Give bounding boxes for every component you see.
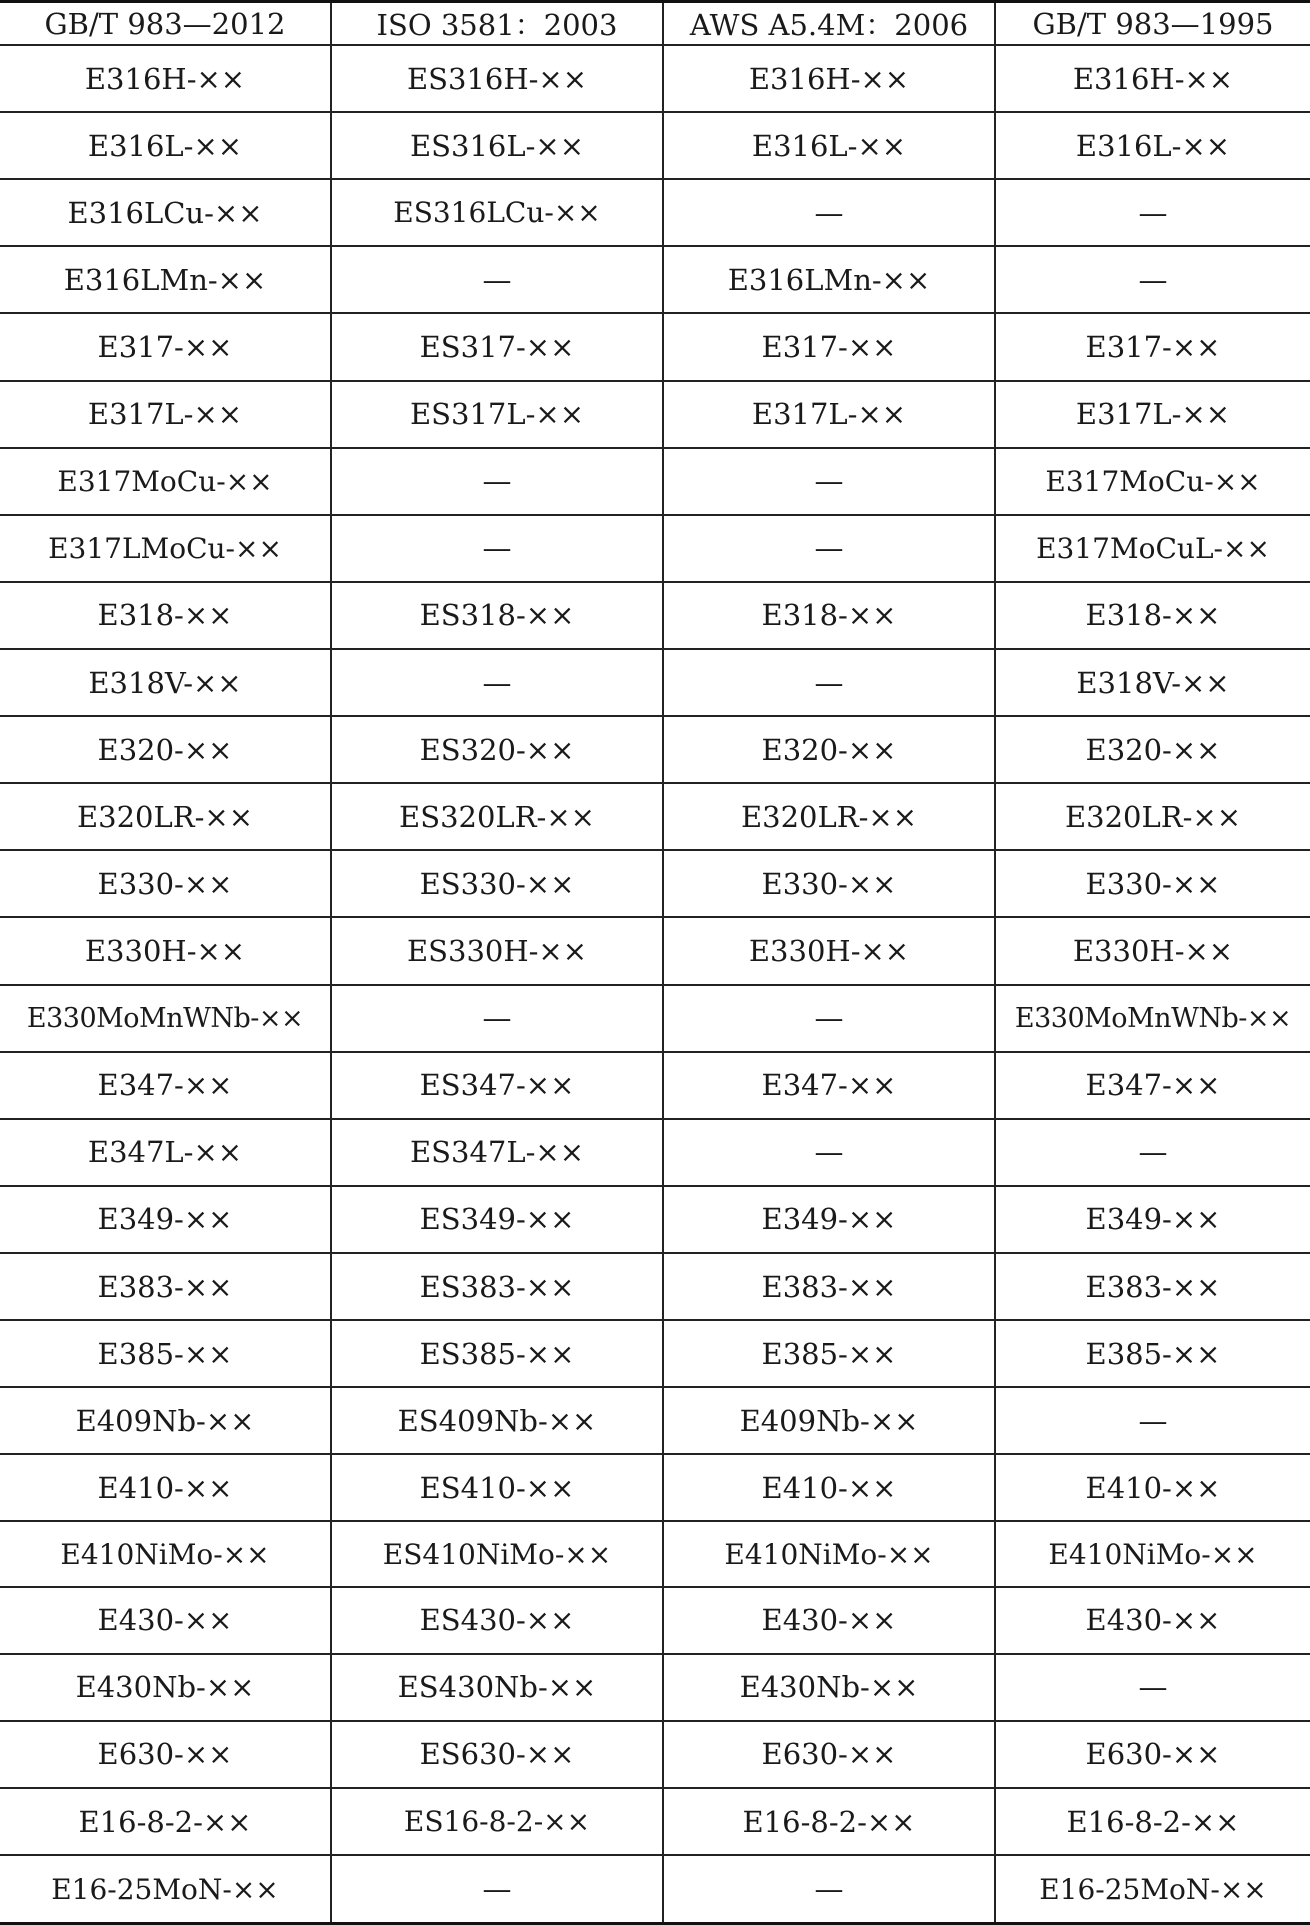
aws-a5-4m-cell: — [663,448,995,515]
iso-3581-cell: ES320LR-×× [331,783,663,850]
header-gb-2012: GB/T 983—2012 [0,2,331,46]
table-row [0,582,1310,649]
gb-2012-cell: E16-25MoN-×× [0,1855,331,1923]
iso-3581-cell: ES410NiMo-×× [331,1521,663,1586]
table-row [0,1387,1310,1454]
gb-1995-cell: E318V-×× [995,649,1310,716]
aws-a5-4m-cell: — [663,179,995,246]
aws-a5-4m-cell: E347-×× [663,1052,995,1119]
iso-3581-cell: ES385-×× [331,1320,663,1387]
table-row [0,1721,1310,1788]
iso-3581-cell: ES409Nb-×× [331,1387,663,1454]
table-row [0,1587,1310,1654]
table-body [0,45,1310,1924]
aws-a5-4m-cell: — [663,1855,995,1923]
aws-a5-4m-cell: E16-8-2-×× [663,1788,995,1855]
gb-2012-cell: E318-×× [0,582,331,649]
aws-a5-4m-cell: E383-×× [663,1253,995,1320]
table-row [0,917,1310,984]
iso-3581-cell: ES318-×× [331,582,663,649]
aws-a5-4m-cell: E410NiMo-×× [663,1521,995,1586]
gb-1995-cell: E430-×× [995,1587,1310,1654]
table-row [0,1119,1310,1186]
gb-2012-cell: E316H-×× [0,45,331,112]
table-row [0,515,1310,582]
iso-3581-cell: — [331,649,663,716]
table-row [0,45,1310,112]
aws-a5-4m-cell: — [663,985,995,1052]
gb-1995-cell: E383-×× [995,1253,1310,1320]
aws-a5-4m-cell: E320-×× [663,716,995,783]
gb-1995-cell: E385-×× [995,1320,1310,1387]
aws-a5-4m-cell: E630-×× [663,1721,995,1788]
gb-2012-cell: E320-×× [0,716,331,783]
iso-3581-cell: ES383-×× [331,1253,663,1320]
gb-2012-cell: E410-×× [0,1454,331,1521]
table-row [0,1521,1310,1586]
gb-1995-cell: E330MoMnWNb-×× [995,985,1310,1052]
table-row [0,1654,1310,1721]
aws-a5-4m-cell: E330-×× [663,850,995,917]
gb-2012-cell: E430-×× [0,1587,331,1654]
gb-2012-cell: E409Nb-×× [0,1387,331,1454]
gb-1995-cell: E330-×× [995,850,1310,917]
aws-a5-4m-cell: E316LMn-×× [663,246,995,313]
gb-1995-cell: E317MoCu-×× [995,448,1310,515]
table-row [0,1186,1310,1253]
iso-3581-cell: ES316LCu-×× [331,179,663,246]
iso-3581-cell: — [331,515,663,582]
gb-2012-cell: E316LMn-×× [0,246,331,313]
aws-a5-4m-cell: E430-×× [663,1587,995,1654]
gb-2012-cell: E330-×× [0,850,331,917]
table-row [0,716,1310,783]
iso-3581-cell: — [331,985,663,1052]
aws-a5-4m-cell: E317-×× [663,313,995,380]
iso-3581-cell: ES347-×× [331,1052,663,1119]
gb-2012-cell: E317MoCu-×× [0,448,331,515]
aws-a5-4m-cell: — [663,1119,995,1186]
table-row [0,1253,1310,1320]
iso-3581-cell: ES330-×× [331,850,663,917]
aws-a5-4m-cell: E318-×× [663,582,995,649]
gb-2012-cell: E330MoMnWNb-×× [0,985,331,1052]
gb-2012-cell: E316L-×× [0,112,331,179]
header-gb-1995: GB/T 983—1995 [995,2,1310,46]
gb-2012-cell: E317-×× [0,313,331,380]
gb-1995-cell: E317MoCuL-×× [995,515,1310,582]
gb-2012-cell: E330H-×× [0,917,331,984]
iso-3581-cell: ES320-×× [331,716,663,783]
iso-3581-cell: ES349-×× [331,1186,663,1253]
iso-3581-cell: ES316H-×× [331,45,663,112]
gb-1995-cell: — [995,1654,1310,1721]
gb-2012-cell: E316LCu-×× [0,179,331,246]
table-row [0,112,1310,179]
gb-2012-cell: E349-×× [0,1186,331,1253]
table-row [0,179,1310,246]
header-iso-3581: ISO 3581：2003 [331,2,663,46]
gb-1995-cell: E330H-×× [995,917,1310,984]
iso-3581-cell: ES430Nb-×× [331,1654,663,1721]
iso-3581-cell: — [331,448,663,515]
gb-2012-cell: E385-×× [0,1320,331,1387]
table-row [0,448,1310,515]
aws-a5-4m-cell: E385-×× [663,1320,995,1387]
iso-3581-cell: ES317-×× [331,313,663,380]
aws-a5-4m-cell: E330H-×× [663,917,995,984]
gb-1995-cell: E630-×× [995,1721,1310,1788]
iso-3581-cell: ES630-×× [331,1721,663,1788]
iso-3581-cell: — [331,246,663,313]
aws-a5-4m-cell: E317L-×× [663,381,995,448]
aws-a5-4m-cell: E349-×× [663,1186,995,1253]
aws-a5-4m-cell: E320LR-×× [663,783,995,850]
gb-1995-cell: E320LR-×× [995,783,1310,850]
aws-a5-4m-cell: — [663,649,995,716]
gb-2012-cell: E318V-×× [0,649,331,716]
header-aws-a5-4m: AWS A5.4M：2006 [663,2,995,46]
gb-1995-cell: — [995,1387,1310,1454]
gb-1995-cell: E349-×× [995,1186,1310,1253]
gb-2012-cell: E320LR-×× [0,783,331,850]
gb-1995-cell: E318-×× [995,582,1310,649]
gb-2012-cell: E317L-×× [0,381,331,448]
table-row [0,985,1310,1052]
gb-1995-cell: — [995,179,1310,246]
aws-a5-4m-cell: E409Nb-×× [663,1387,995,1454]
table-row [0,1052,1310,1119]
table-row [0,246,1310,313]
iso-3581-cell: ES430-×× [331,1587,663,1654]
iso-3581-cell: ES316L-×× [331,112,663,179]
table-row [0,381,1310,448]
gb-2012-cell: E410NiMo-×× [0,1521,331,1586]
gb-1995-cell: E410-×× [995,1454,1310,1521]
table-row [0,1454,1310,1521]
table-row [0,1320,1310,1387]
table-row [0,1788,1310,1855]
iso-3581-cell: ES330H-×× [331,917,663,984]
aws-a5-4m-cell: — [663,515,995,582]
gb-1995-cell: E347-×× [995,1052,1310,1119]
gb-2012-cell: E16-8-2-×× [0,1788,331,1855]
gb-1995-cell: E317L-×× [995,381,1310,448]
iso-3581-cell: — [331,1855,663,1923]
table-row [0,850,1310,917]
gb-1995-cell: E320-×× [995,716,1310,783]
gb-2012-cell: E317LMoCu-×× [0,515,331,582]
table-row [0,1855,1310,1923]
header-row [0,2,1310,46]
gb-1995-cell: E16-8-2-×× [995,1788,1310,1855]
iso-3581-cell: ES16-8-2-×× [331,1788,663,1855]
gb-2012-cell: E347L-×× [0,1119,331,1186]
gb-2012-cell: E630-×× [0,1721,331,1788]
gb-1995-cell: E16-25MoN-×× [995,1855,1310,1923]
gb-1995-cell: E316H-×× [995,45,1310,112]
gb-2012-cell: E383-×× [0,1253,331,1320]
aws-a5-4m-cell: E410-×× [663,1454,995,1521]
table-row [0,783,1310,850]
table-row [0,649,1310,716]
iso-3581-cell: ES410-×× [331,1454,663,1521]
gb-1995-cell: E317-×× [995,313,1310,380]
gb-1995-cell: — [995,1119,1310,1186]
iso-3581-cell: ES317L-×× [331,381,663,448]
gb-1995-cell: — [995,246,1310,313]
aws-a5-4m-cell: E430Nb-×× [663,1654,995,1721]
gb-1995-cell: E410NiMo-×× [995,1521,1310,1586]
gb-1995-cell: E316L-×× [995,112,1310,179]
table-row [0,313,1310,380]
aws-a5-4m-cell: E316H-×× [663,45,995,112]
gb-2012-cell: E347-×× [0,1052,331,1119]
iso-3581-cell: ES347L-×× [331,1119,663,1186]
gb-2012-cell: E430Nb-×× [0,1654,331,1721]
aws-a5-4m-cell: E316L-×× [663,112,995,179]
